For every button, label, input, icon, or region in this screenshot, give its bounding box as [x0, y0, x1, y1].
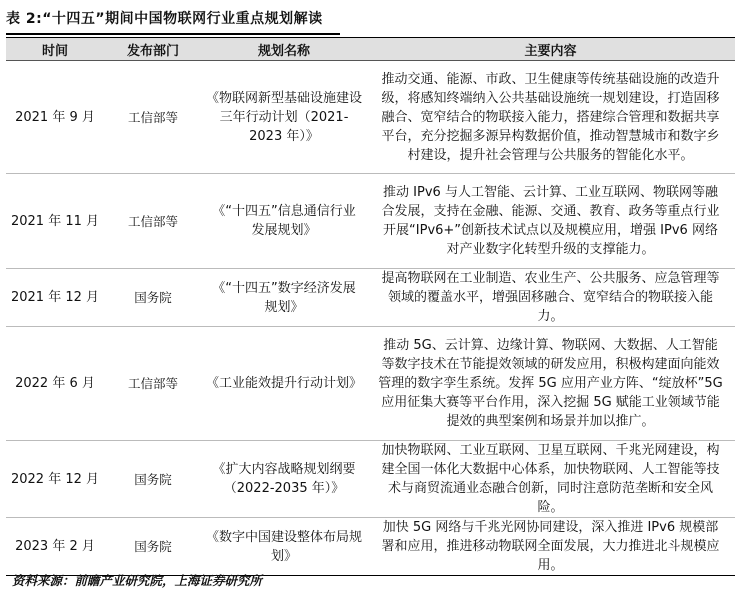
cell-name: 《数字中国建设整体布局规划》	[202, 518, 366, 576]
cell-name: 《物联网新型基础设施建设三年行动计划（2021-2023 年）》	[202, 61, 366, 174]
cell-time: 2022 年 6 月	[6, 327, 104, 441]
table-caption: 表 2:“十四五”期间中国物联网行业重点规划解读	[6, 11, 323, 27]
header-content: 主要内容	[366, 38, 735, 61]
policy-table	[6, 37, 735, 576]
table-row	[6, 61, 735, 174]
cell-content: 加快物联网、工业互联网、卫星互联网、千兆光网建设，构建全国一体化大数据中心体系，加快物联网、人工智能等技术与商贸流通业态融合创新，同时注意防范垄断和安全风险。	[366, 441, 735, 518]
table-row	[6, 441, 735, 518]
cell-name: 《“十四五”信息通信行业发展规划》	[202, 174, 366, 269]
table-row	[6, 327, 735, 441]
cell-name: 《扩大内容战略规划纲要（2022-2035 年）》	[202, 441, 366, 518]
cell-dept: 工信部等	[104, 174, 202, 269]
cell-dept: 国务院	[104, 441, 202, 518]
table-row	[6, 269, 735, 327]
cell-dept: 工信部等	[104, 61, 202, 174]
cell-dept: 国务院	[104, 269, 202, 327]
cell-name: 《“十四五”数字经济发展规划》	[202, 269, 366, 327]
cell-content: 提高物联网在工业制造、农业生产、公共服务、应急管理等领域的覆盖水平，增强固移融合、宽窄结合的物联接入能力。	[366, 269, 735, 327]
table-row	[6, 518, 735, 576]
cell-time: 2021 年 11 月	[6, 174, 104, 269]
cell-time: 2021 年 9 月	[6, 61, 104, 174]
table-row	[6, 174, 735, 269]
cell-time: 2021 年 12 月	[6, 269, 104, 327]
cell-content: 推动 5G、云计算、边缘计算、物联网、大数据、人工智能等数字技术在节能提效领域的研发应用，积极构建面向能效管理的数字孪生系统。发挥 5G 应用产业方阵、“绽放杯”5G 应用征集大赛等平台作用，深入挖掘 5G 赋能工业领域节能提效的典型案例和场景并加以推广。	[366, 327, 735, 441]
cell-dept: 国务院	[104, 518, 202, 576]
cell-content: 加快 5G 网络与千兆光网协同建设，深入推进 IPv6 规模部署和应用，推进移动物联网全面发展，大力推进北斗规模应用。	[366, 518, 735, 576]
cell-content: 推动 IPv6 与人工智能、云计算、工业互联网、物联网等融合发展，支持在金融、能源、交通、教育、政务等重点行业开展“IPv6+”创新技术试点以及规模应用，增强 IPv6 网络对产业数字化转型升级的支撑能力。	[366, 174, 735, 269]
cell-dept: 工信部等	[104, 327, 202, 441]
header-name: 规划名称	[202, 38, 366, 61]
header-dept: 发布部门	[104, 38, 202, 61]
cell-content: 推动交通、能源、市政、卫生健康等传统基础设施的改造升级，将感知终端纳入公共基础设施统一规划建设，打造固移融合、宽窄结合的物联接入能力，搭建综合管理和数据共享平台，充分挖掘多源异构数据价值，推动智慧城市和数字乡村建设，提升社会管理与公共服务的智能化水平。	[366, 61, 735, 174]
table-header-row	[6, 38, 735, 61]
cell-time: 2023 年 2 月	[6, 518, 104, 576]
header-time: 时间	[6, 38, 104, 61]
cell-name: 《工业能效提升行动计划》	[202, 327, 366, 441]
cell-time: 2022 年 12 月	[6, 441, 104, 518]
source-note: 资料来源：前瞻产业研究院，上海证券研究所	[12, 573, 263, 588]
caption-underline	[6, 33, 340, 35]
